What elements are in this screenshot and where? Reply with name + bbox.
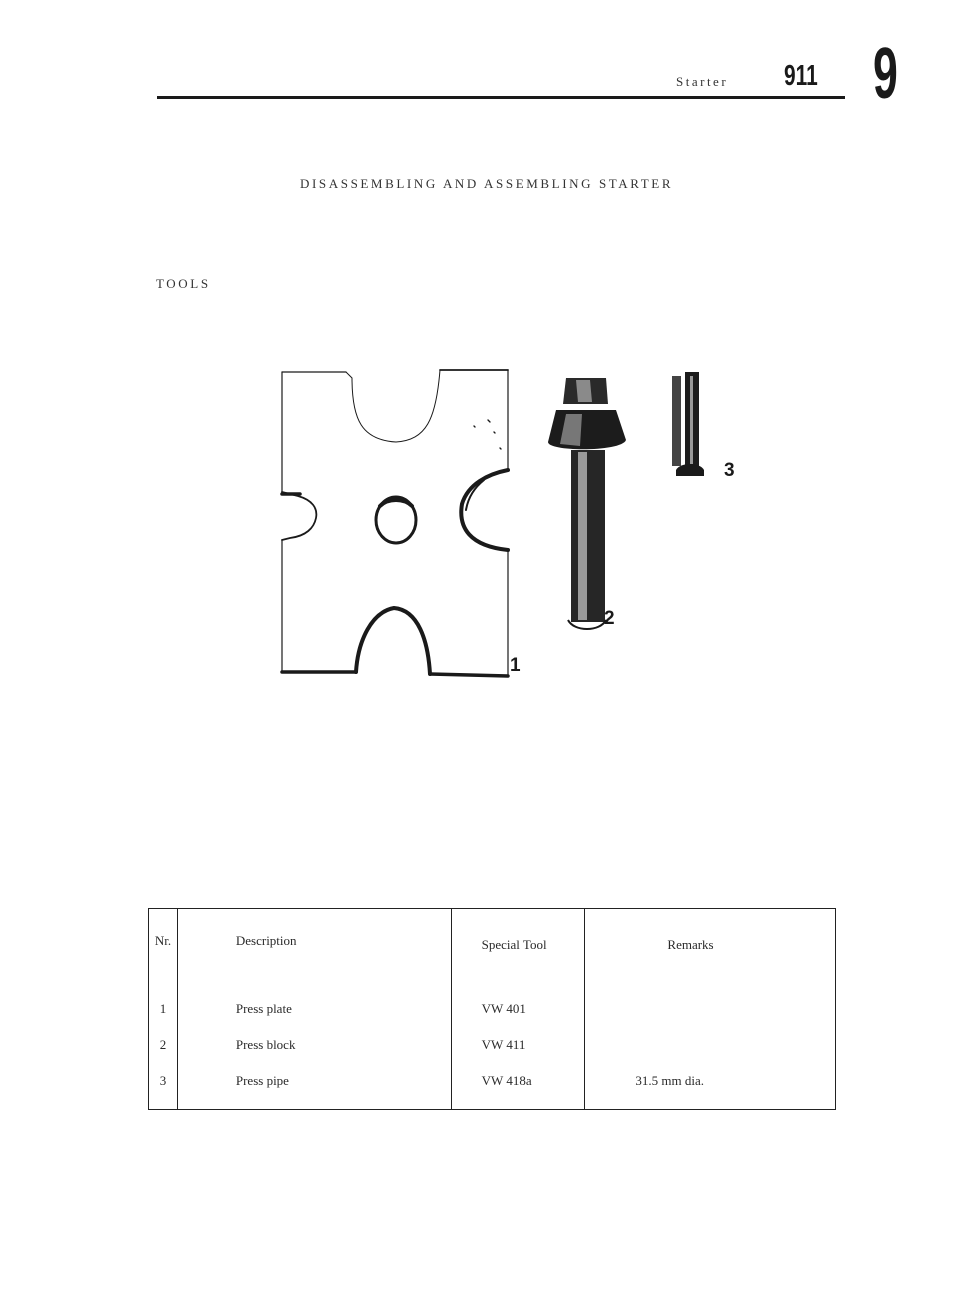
- row-nr: 1: [149, 997, 178, 1033]
- callout-2: 2: [604, 608, 615, 629]
- callout-1: 1: [510, 655, 521, 676]
- tools-table: [148, 908, 836, 1110]
- row-remarks: [585, 1033, 836, 1069]
- column-header-nr: Nr.: [149, 909, 178, 998]
- row-special-tool: VW 411: [451, 1033, 585, 1069]
- table-row: [149, 997, 836, 1033]
- column-header-description: Description: [177, 909, 451, 998]
- row-description: Press plate: [177, 997, 451, 1033]
- row-description: Press block: [177, 1033, 451, 1069]
- row-description: Press pipe: [177, 1069, 451, 1110]
- table-header-row: [149, 909, 836, 998]
- model-number: 911: [784, 60, 818, 92]
- table-row: [149, 1069, 836, 1110]
- callout-3: 3: [724, 460, 735, 481]
- table-row: [149, 1033, 836, 1069]
- column-header-special-tool: Special Tool: [451, 909, 585, 998]
- page-title: DISASSEMBLING AND ASSEMBLING STARTER: [300, 176, 674, 191]
- press-block-illustration: [548, 378, 626, 629]
- row-nr: 2: [149, 1033, 178, 1069]
- tools-heading: TOOLS: [156, 276, 211, 291]
- section-title: Starter: [676, 74, 729, 89]
- row-special-tool: VW 418a: [451, 1069, 585, 1110]
- row-remarks: [585, 997, 836, 1033]
- press-pipe-illustration: [672, 372, 704, 476]
- row-special-tool: VW 401: [451, 997, 585, 1033]
- press-plate-illustration: [282, 370, 508, 676]
- row-nr: 3: [149, 1069, 178, 1110]
- row-remarks: 31.5 mm dia.: [585, 1069, 836, 1110]
- chapter-number: 9: [873, 34, 898, 114]
- column-header-remarks: Remarks: [585, 909, 836, 998]
